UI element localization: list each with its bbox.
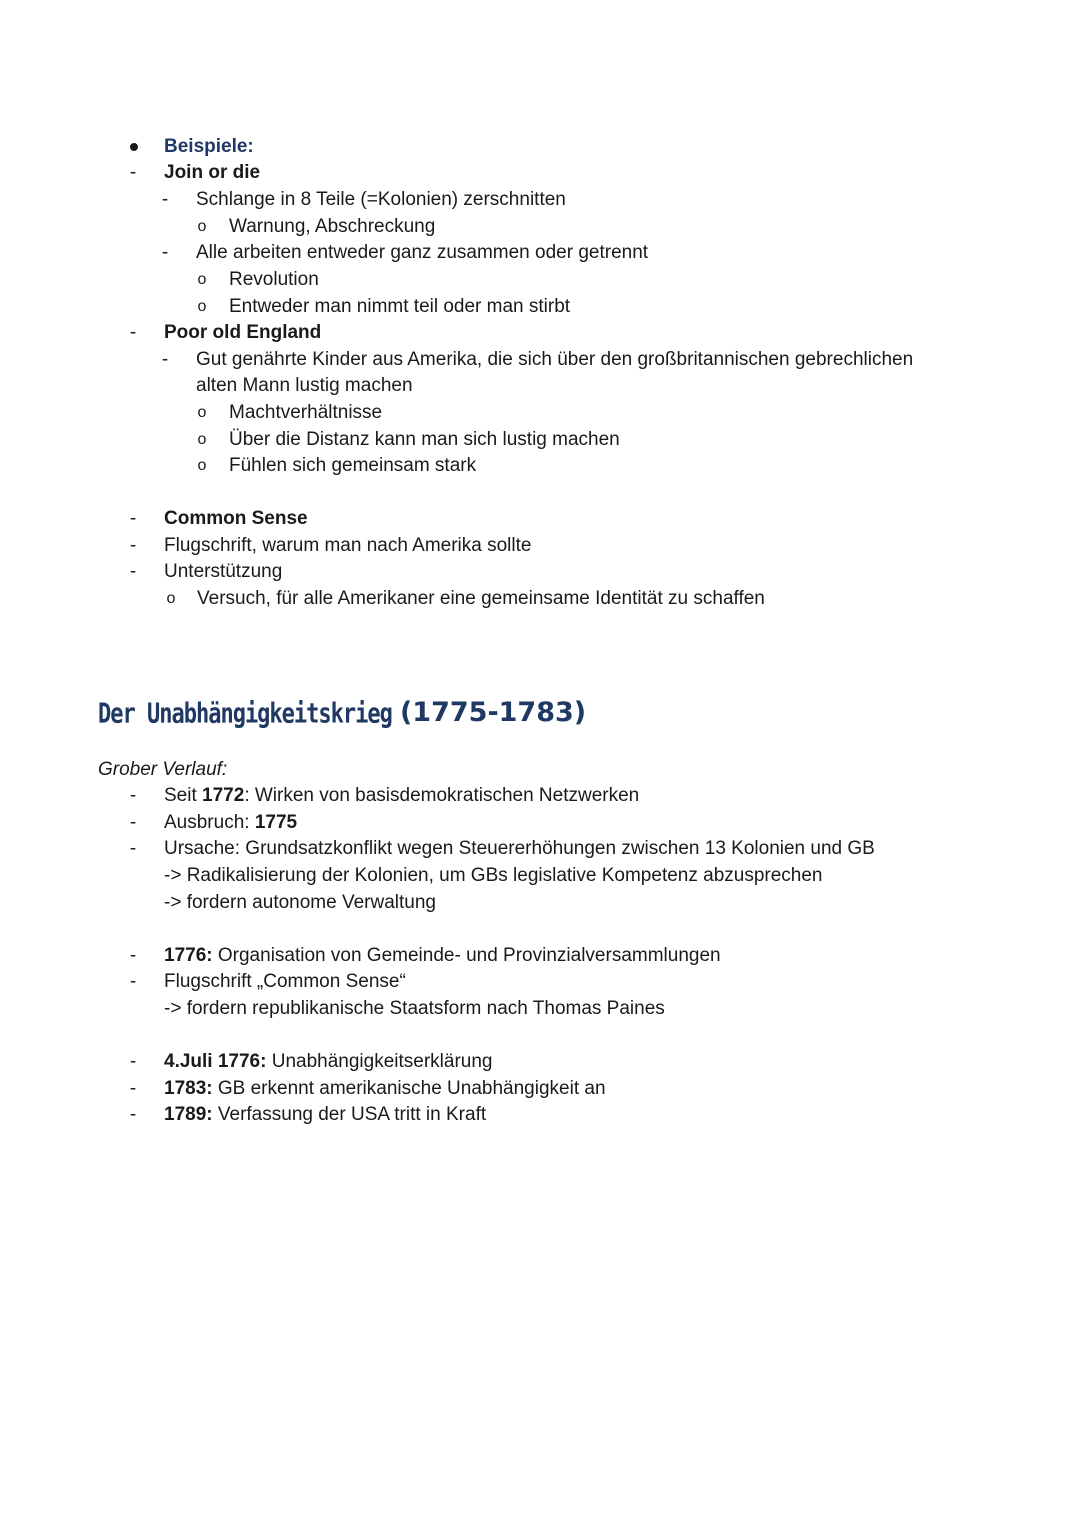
war-item-1772: Seit 1772: Wirken von basisdemokratischen Netzwerken bbox=[164, 785, 640, 806]
war-item-1783: 1783: GB erkennt amerikanische Unabhängigkeit an bbox=[164, 1078, 606, 1099]
war-item-july-1776: 4.Juli 1776: Unabhängigkeitserklärung bbox=[164, 1051, 493, 1072]
join-or-die-title: Join or die bbox=[164, 162, 261, 183]
war-item-common-sense: Flugschrift „Common Sense“ bbox=[164, 971, 406, 992]
war-item-1775: Ausbruch: 1775 bbox=[164, 812, 298, 833]
war-item-cause-cont2: -> fordern autonome Verwaltung bbox=[164, 892, 436, 913]
circle-marker: o bbox=[197, 431, 207, 448]
section-title-text: Der Unabhängigkeitskrieg bbox=[98, 698, 392, 730]
section-title bbox=[98, 694, 586, 730]
circle-marker: o bbox=[197, 271, 207, 288]
poor-old-england-line1: Gut genährte Kinder aus Amerika, die sich über den großbritannischen gebrechlichen bbox=[196, 349, 914, 370]
poor-old-england-sub2: Über die Distanz kann man sich lustig machen bbox=[229, 429, 620, 450]
common-sense-line1: Flugschrift, warum man nach Amerika sollte bbox=[164, 535, 532, 556]
war-item-cause: Ursache: Grundsatzkonflikt wegen Steuererhöhungen zwischen 13 Kolonien und GB bbox=[164, 838, 875, 859]
poor-old-england-sub3: Fühlen sich gemeinsam stark bbox=[229, 455, 477, 476]
dash-marker: - bbox=[129, 162, 137, 183]
join-or-die-line1-sub1: Warnung, Abschreckung bbox=[229, 216, 436, 237]
section-title-years: (1775-1783) bbox=[399, 697, 587, 728]
dash-marker: - bbox=[129, 785, 137, 806]
dash-marker: - bbox=[129, 1104, 137, 1125]
poor-old-england-line1-cont: alten Mann lustig machen bbox=[196, 375, 413, 396]
dash-marker: - bbox=[129, 971, 137, 992]
poor-old-england-sub1: Machtverhältnisse bbox=[229, 402, 383, 423]
common-sense-title: Common Sense bbox=[164, 508, 308, 529]
circle-marker: o bbox=[197, 298, 207, 315]
war-subheading: Grober Verlauf: bbox=[98, 759, 228, 780]
dash-marker: - bbox=[129, 838, 137, 859]
war-item-common-sense-cont: -> fordern republikanische Staatsform nach Thomas Paines bbox=[164, 998, 665, 1019]
war-item-cause-cont1: -> Radikalisierung der Kolonien, um GBs legislative Kompetenz abzusprechen bbox=[164, 865, 823, 886]
dash-marker: - bbox=[129, 535, 137, 556]
join-or-die-line2-sub1: Revolution bbox=[229, 269, 319, 290]
join-or-die-line1: Schlange in 8 Teile (=Kolonien) zerschnitten bbox=[196, 189, 566, 210]
war-item-1776: 1776: Organisation von Gemeinde- und Provinzialversammlungen bbox=[164, 945, 721, 966]
dash-marker: - bbox=[129, 1078, 137, 1099]
dash-marker: - bbox=[161, 349, 169, 370]
circle-marker: o bbox=[197, 404, 207, 421]
war-item-1789: 1789: Verfassung der USA tritt in Kraft bbox=[164, 1104, 487, 1125]
common-sense-line2: Unterstützung bbox=[164, 561, 283, 582]
common-sense-sub1: Versuch, für alle Amerikaner eine gemeinsame Identität zu schaffen bbox=[197, 588, 765, 609]
circle-marker: o bbox=[197, 457, 207, 474]
join-or-die-line2: Alle arbeiten entweder ganz zusammen oder getrennt bbox=[196, 242, 649, 263]
dash-marker: - bbox=[161, 189, 169, 210]
dash-marker: - bbox=[129, 508, 137, 529]
dash-marker: - bbox=[129, 945, 137, 966]
circle-marker: o bbox=[197, 218, 207, 235]
join-or-die-line2-sub2: Entweder man nimmt teil oder man stirbt bbox=[229, 296, 571, 317]
bullet-dot bbox=[130, 143, 138, 151]
dash-marker: - bbox=[129, 1051, 137, 1072]
examples-heading: Beispiele: bbox=[164, 136, 254, 157]
circle-marker: o bbox=[166, 590, 176, 607]
dash-marker: - bbox=[129, 561, 137, 582]
dash-marker: - bbox=[161, 242, 169, 263]
dash-marker: - bbox=[129, 812, 137, 833]
dash-marker: - bbox=[129, 322, 137, 343]
poor-old-england-title: Poor old England bbox=[164, 322, 322, 343]
